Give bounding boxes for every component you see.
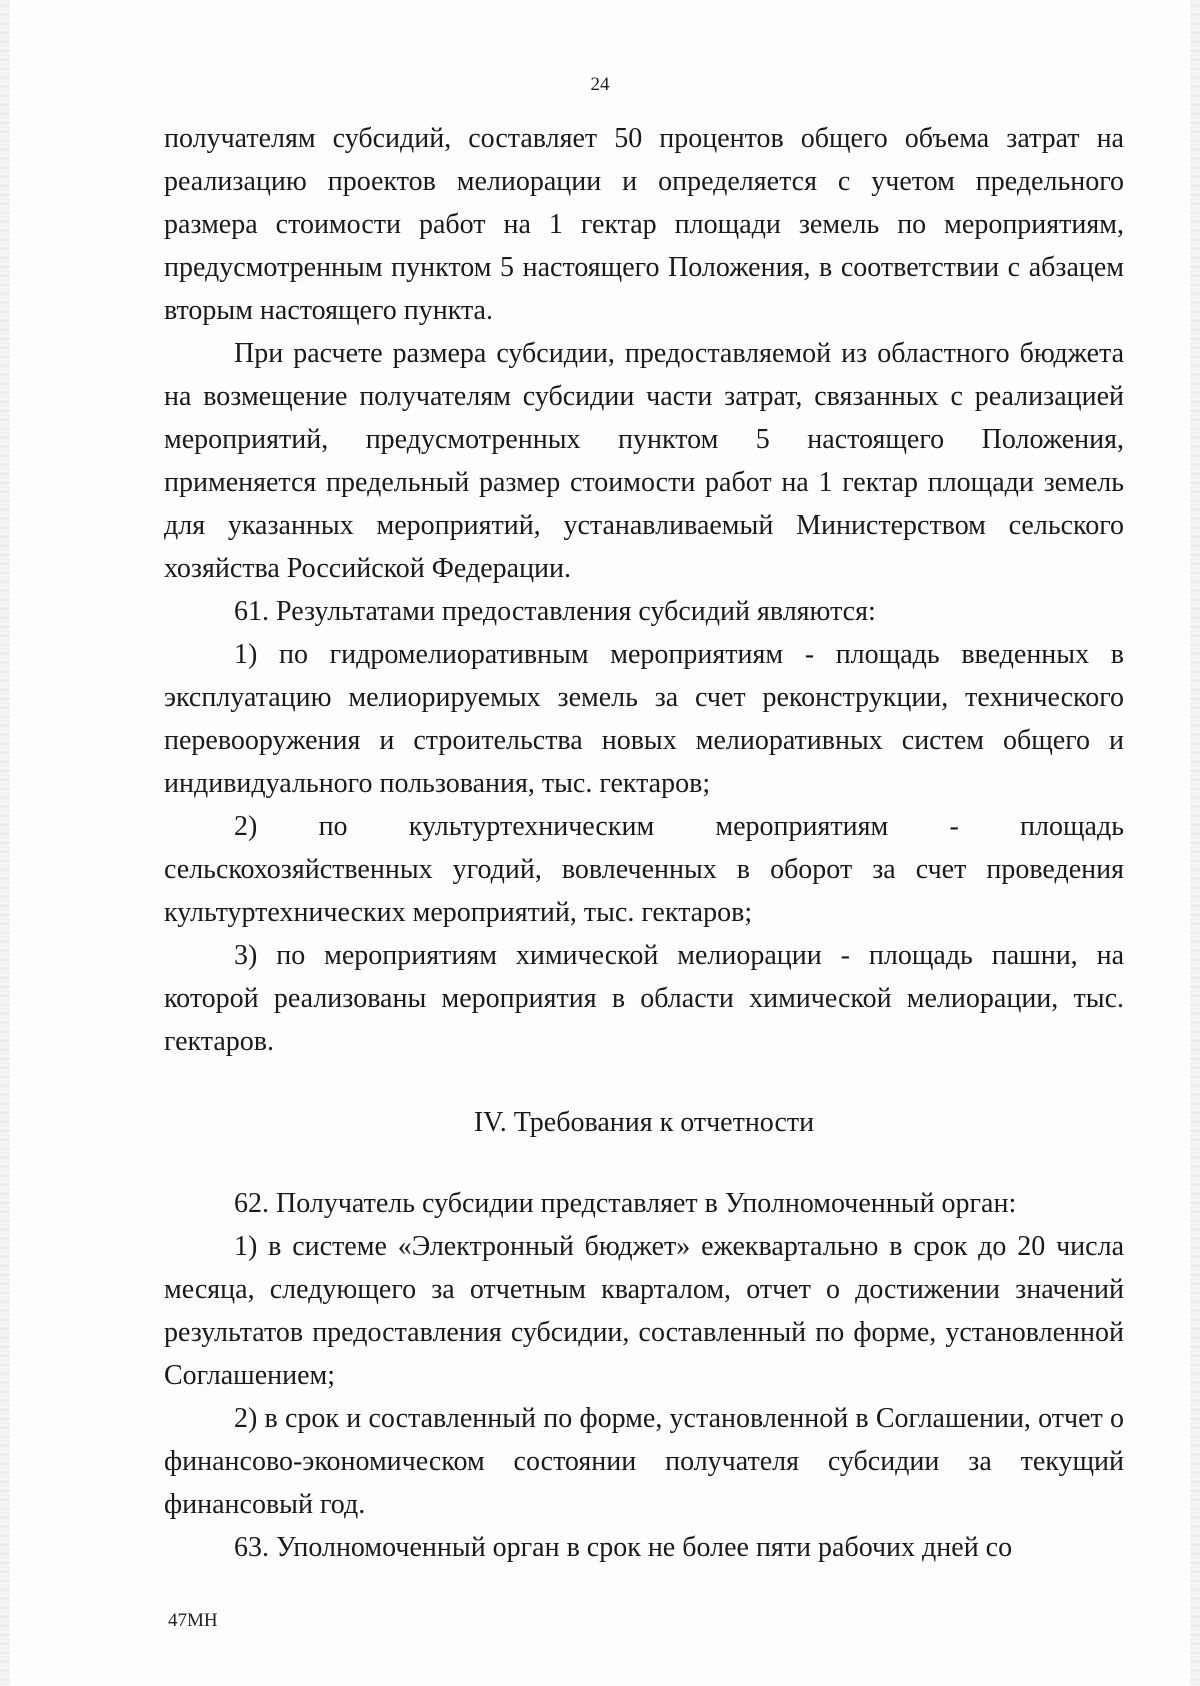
paragraph-62-item-1: 1) в системе «Электронный бюджет» ежеквартально в срок до 20 числа месяца, следующего за отчетным кварталом, отчет о достижении значений результатов предоставления субсидии, составленный по форме, установленной Соглашением; <box>164 1231 1124 1391</box>
paragraph-61: 61. Результатами предоставления субсидий являются: <box>234 596 876 627</box>
document-body <box>164 117 1124 1569</box>
scan-edge-right <box>1190 0 1200 1686</box>
paragraph-63: 63. Уполномоченный орган в срок не более пяти рабочих дней со <box>234 1532 1013 1563</box>
paragraph-62-item-2: 2) в срок и составленный по форме, установленной в Соглашении, отчет о финансово-экономическом состоянии получателя субсидии за текущий финансовый год. <box>164 1403 1124 1520</box>
page-number: 24 <box>590 74 610 95</box>
paragraph-continuation: получателям субсидий, составляет 50 процентов общего объема затрат на реализацию проектов мелиорации и определяется с учетом предельного размера стоимости работ на 1 гектар площади земель по мероприятиям, предусмотренным пунктом 5 настоящего Положения, в соответствии с абзацем вторым настоящего пункта. <box>164 123 1124 326</box>
paragraph-62: 62. Получатель субсидии представляет в Уполномоченный орган: <box>234 1188 1017 1219</box>
paragraph-61-item-2: 2) по культуртехническим мероприятиям - площадь сельскохозяйственных угодий, вовлеченных в оборот за счет проведения культуртехнических мероприятий, тыс. гектаров; <box>164 811 1124 928</box>
scan-edge-left <box>0 0 10 1686</box>
paragraph-calculation: При расчете размера субсидии, предоставляемой из областного бюджета на возмещение получателям субсидии части затрат, связанных с реализацией мероприятий, предусмотренных пунктом 5 настоящего Положения, применяется предельный размер стоимости работ на 1 гектар площади земель для указанных мероприятий, устанавливаемый Министерством сельского хозяйства Российской Федерации. <box>164 338 1124 584</box>
paragraph-61-item-1: 1) по гидромелиоративным мероприятиям - площадь введенных в эксплуатацию мелиорируемых земель за счет реконструкции, технического перевооружения и строительства новых мелиоративных систем общего и индивидуального пользования, тыс. гектаров; <box>164 639 1124 799</box>
footer-code: 47МН <box>168 1610 218 1631</box>
paragraph-61-item-3: 3) по мероприятиям химической мелиорации - площадь пашни, на которой реализованы мероприятия в области химической мелиорации, тыс. гектаров. <box>164 940 1124 1057</box>
section-heading: IV. Требования к отчетности <box>473 1107 815 1138</box>
